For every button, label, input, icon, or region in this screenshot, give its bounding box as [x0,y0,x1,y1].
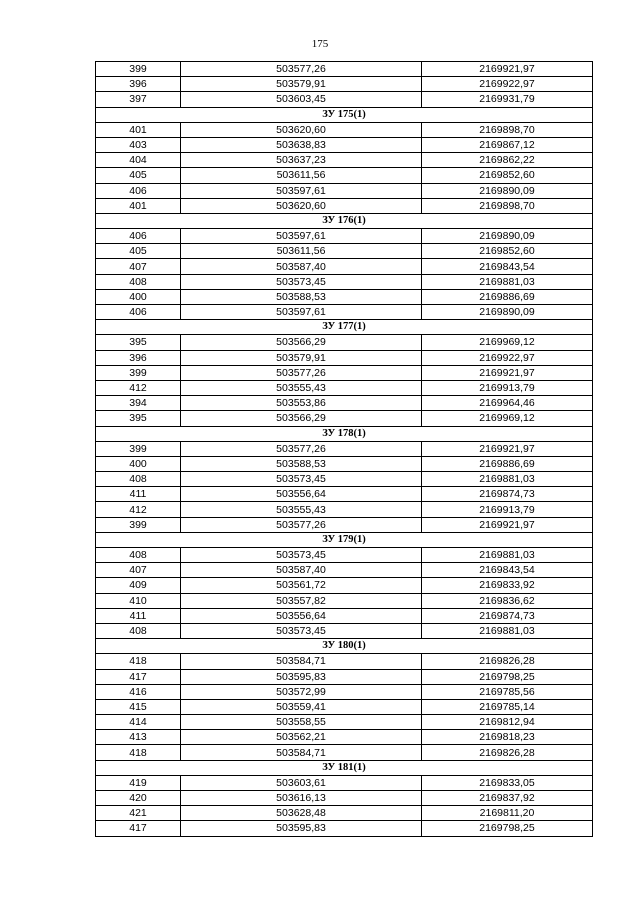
table-row [96,502,593,517]
table-row [96,821,593,836]
table-row [96,335,593,350]
section-heading: ЗУ 179(1) [96,532,593,547]
y-coordinate-cell: 2169969,12 [422,411,593,426]
x-coordinate-cell: 503584,71 [181,654,422,669]
y-coordinate-cell: 2169874,73 [422,487,593,502]
x-coordinate-cell: 503573,45 [181,472,422,487]
point-number-cell: 416 [96,684,181,699]
y-coordinate-cell: 2169785,14 [422,699,593,714]
x-coordinate-cell: 503637,23 [181,153,422,168]
section-heading: ЗУ 180(1) [96,639,593,654]
table-row [96,259,593,274]
coordinates-table-body [96,62,593,837]
table-row [96,168,593,183]
point-number-cell: 397 [96,92,181,107]
table-row [96,229,593,244]
point-number-cell: 417 [96,669,181,684]
y-coordinate-cell: 2169833,92 [422,578,593,593]
x-coordinate-cell: 503603,61 [181,775,422,790]
x-coordinate-cell: 503584,71 [181,745,422,760]
y-coordinate-cell: 2169886,69 [422,456,593,471]
point-number-cell: 408 [96,548,181,563]
table-row [96,608,593,623]
point-number-cell: 409 [96,578,181,593]
y-coordinate-cell: 2169843,54 [422,563,593,578]
point-number-cell: 415 [96,699,181,714]
y-coordinate-cell: 2169862,22 [422,153,593,168]
point-number-cell: 420 [96,791,181,806]
point-number-cell: 405 [96,244,181,259]
table-row [96,487,593,502]
point-number-cell: 411 [96,608,181,623]
point-number-cell: 406 [96,229,181,244]
x-coordinate-cell: 503616,13 [181,791,422,806]
table-row [96,396,593,411]
y-coordinate-cell: 2169881,03 [422,623,593,638]
x-coordinate-cell: 503611,56 [181,244,422,259]
point-number-cell: 403 [96,137,181,152]
point-number-cell: 411 [96,487,181,502]
point-number-cell: 399 [96,365,181,380]
point-number-cell: 418 [96,654,181,669]
x-coordinate-cell: 503577,26 [181,517,422,532]
point-number-cell: 401 [96,122,181,137]
x-coordinate-cell: 503557,82 [181,593,422,608]
section-heading-row [96,760,593,775]
point-number-cell: 421 [96,806,181,821]
x-coordinate-cell: 503572,99 [181,684,422,699]
y-coordinate-cell: 2169913,79 [422,502,593,517]
point-number-cell: 408 [96,274,181,289]
table-row [96,593,593,608]
section-heading: ЗУ 175(1) [96,107,593,122]
point-number-cell: 394 [96,396,181,411]
y-coordinate-cell: 2169826,28 [422,654,593,669]
table-row [96,77,593,92]
y-coordinate-cell: 2169921,97 [422,441,593,456]
y-coordinate-cell: 2169812,94 [422,715,593,730]
x-coordinate-cell: 503587,40 [181,259,422,274]
point-number-cell: 395 [96,411,181,426]
x-coordinate-cell: 503573,45 [181,274,422,289]
table-row [96,699,593,714]
point-number-cell: 413 [96,730,181,745]
table-row [96,441,593,456]
y-coordinate-cell: 2169818,23 [422,730,593,745]
x-coordinate-cell: 503579,91 [181,350,422,365]
y-coordinate-cell: 2169898,70 [422,198,593,213]
table-row [96,806,593,821]
x-coordinate-cell: 503561,72 [181,578,422,593]
x-coordinate-cell: 503566,29 [181,335,422,350]
point-number-cell: 417 [96,821,181,836]
table-row [96,92,593,107]
table-row [96,62,593,77]
table-row [96,517,593,532]
table-row [96,715,593,730]
y-coordinate-cell: 2169931,79 [422,92,593,107]
point-number-cell: 401 [96,198,181,213]
point-number-cell: 407 [96,563,181,578]
point-number-cell: 404 [96,153,181,168]
y-coordinate-cell: 2169921,97 [422,517,593,532]
y-coordinate-cell: 2169874,73 [422,608,593,623]
y-coordinate-cell: 2169922,97 [422,77,593,92]
x-coordinate-cell: 503597,61 [181,305,422,320]
y-coordinate-cell: 2169833,05 [422,775,593,790]
y-coordinate-cell: 2169798,25 [422,669,593,684]
y-coordinate-cell: 2169890,09 [422,229,593,244]
point-number-cell: 406 [96,305,181,320]
table-row [96,548,593,563]
x-coordinate-cell: 503559,41 [181,699,422,714]
table-row [96,578,593,593]
y-coordinate-cell: 2169890,09 [422,305,593,320]
x-coordinate-cell: 503587,40 [181,563,422,578]
section-heading: ЗУ 181(1) [96,760,593,775]
point-number-cell: 399 [96,62,181,77]
table-row [96,472,593,487]
y-coordinate-cell: 2169886,69 [422,289,593,304]
y-coordinate-cell: 2169898,70 [422,122,593,137]
x-coordinate-cell: 503611,56 [181,168,422,183]
x-coordinate-cell: 503555,43 [181,502,422,517]
table-row [96,456,593,471]
y-coordinate-cell: 2169964,46 [422,396,593,411]
point-number-cell: 419 [96,775,181,790]
point-number-cell: 406 [96,183,181,198]
x-coordinate-cell: 503620,60 [181,122,422,137]
y-coordinate-cell: 2169843,54 [422,259,593,274]
point-number-cell: 408 [96,623,181,638]
x-coordinate-cell: 503577,26 [181,441,422,456]
point-number-cell: 412 [96,380,181,395]
table-row [96,654,593,669]
y-coordinate-cell: 2169881,03 [422,472,593,487]
x-coordinate-cell: 503595,83 [181,821,422,836]
point-number-cell: 399 [96,517,181,532]
table-row [96,305,593,320]
x-coordinate-cell: 503562,21 [181,730,422,745]
y-coordinate-cell: 2169785,56 [422,684,593,699]
coordinates-table [95,61,593,837]
x-coordinate-cell: 503573,45 [181,623,422,638]
x-coordinate-cell: 503620,60 [181,198,422,213]
section-heading: ЗУ 177(1) [96,320,593,335]
x-coordinate-cell: 503588,53 [181,456,422,471]
table-row [96,684,593,699]
x-coordinate-cell: 503553,86 [181,396,422,411]
y-coordinate-cell: 2169837,92 [422,791,593,806]
table-row [96,775,593,790]
section-heading-row [96,639,593,654]
table-row [96,730,593,745]
point-number-cell: 396 [96,350,181,365]
x-coordinate-cell: 503628,48 [181,806,422,821]
y-coordinate-cell: 2169826,28 [422,745,593,760]
point-number-cell: 414 [96,715,181,730]
table-row [96,153,593,168]
point-number-cell: 400 [96,456,181,471]
page-number: 175 [311,38,329,50]
section-heading-row [96,107,593,122]
point-number-cell: 412 [96,502,181,517]
x-coordinate-cell: 503566,29 [181,411,422,426]
table-row [96,289,593,304]
section-heading-row [96,532,593,547]
y-coordinate-cell: 2169852,60 [422,244,593,259]
point-number-cell: 400 [96,289,181,304]
x-coordinate-cell: 503555,43 [181,380,422,395]
y-coordinate-cell: 2169798,25 [422,821,593,836]
table-row [96,244,593,259]
table-row [96,350,593,365]
point-number-cell: 408 [96,472,181,487]
table-row [96,563,593,578]
point-number-cell: 399 [96,441,181,456]
x-coordinate-cell: 503577,26 [181,365,422,380]
point-number-cell: 405 [96,168,181,183]
table-row [96,380,593,395]
y-coordinate-cell: 2169881,03 [422,548,593,563]
table-row [96,274,593,289]
table-row [96,122,593,137]
table-row [96,137,593,152]
y-coordinate-cell: 2169922,97 [422,350,593,365]
x-coordinate-cell: 503573,45 [181,548,422,563]
section-heading-row [96,426,593,441]
table-row [96,365,593,380]
x-coordinate-cell: 503597,61 [181,183,422,198]
x-coordinate-cell: 503577,26 [181,62,422,77]
section-heading: ЗУ 176(1) [96,213,593,228]
x-coordinate-cell: 503595,83 [181,669,422,684]
section-heading: ЗУ 178(1) [96,426,593,441]
point-number-cell: 395 [96,335,181,350]
x-coordinate-cell: 503588,53 [181,289,422,304]
x-coordinate-cell: 503579,91 [181,77,422,92]
x-coordinate-cell: 503597,61 [181,229,422,244]
table-row [96,745,593,760]
section-heading-row [96,320,593,335]
x-coordinate-cell: 503558,55 [181,715,422,730]
point-number-cell: 407 [96,259,181,274]
y-coordinate-cell: 2169890,09 [422,183,593,198]
table-row [96,791,593,806]
point-number-cell: 418 [96,745,181,760]
y-coordinate-cell: 2169921,97 [422,365,593,380]
x-coordinate-cell: 503638,83 [181,137,422,152]
y-coordinate-cell: 2169881,03 [422,274,593,289]
x-coordinate-cell: 503603,45 [181,92,422,107]
y-coordinate-cell: 2169852,60 [422,168,593,183]
table-row [96,183,593,198]
point-number-cell: 396 [96,77,181,92]
y-coordinate-cell: 2169867,12 [422,137,593,152]
table-row [96,198,593,213]
y-coordinate-cell: 2169921,97 [422,62,593,77]
y-coordinate-cell: 2169969,12 [422,335,593,350]
section-heading-row [96,213,593,228]
x-coordinate-cell: 503556,64 [181,487,422,502]
y-coordinate-cell: 2169811,20 [422,806,593,821]
table-row [96,411,593,426]
table-row [96,623,593,638]
y-coordinate-cell: 2169913,79 [422,380,593,395]
x-coordinate-cell: 503556,64 [181,608,422,623]
point-number-cell: 410 [96,593,181,608]
y-coordinate-cell: 2169836,62 [422,593,593,608]
table-row [96,669,593,684]
